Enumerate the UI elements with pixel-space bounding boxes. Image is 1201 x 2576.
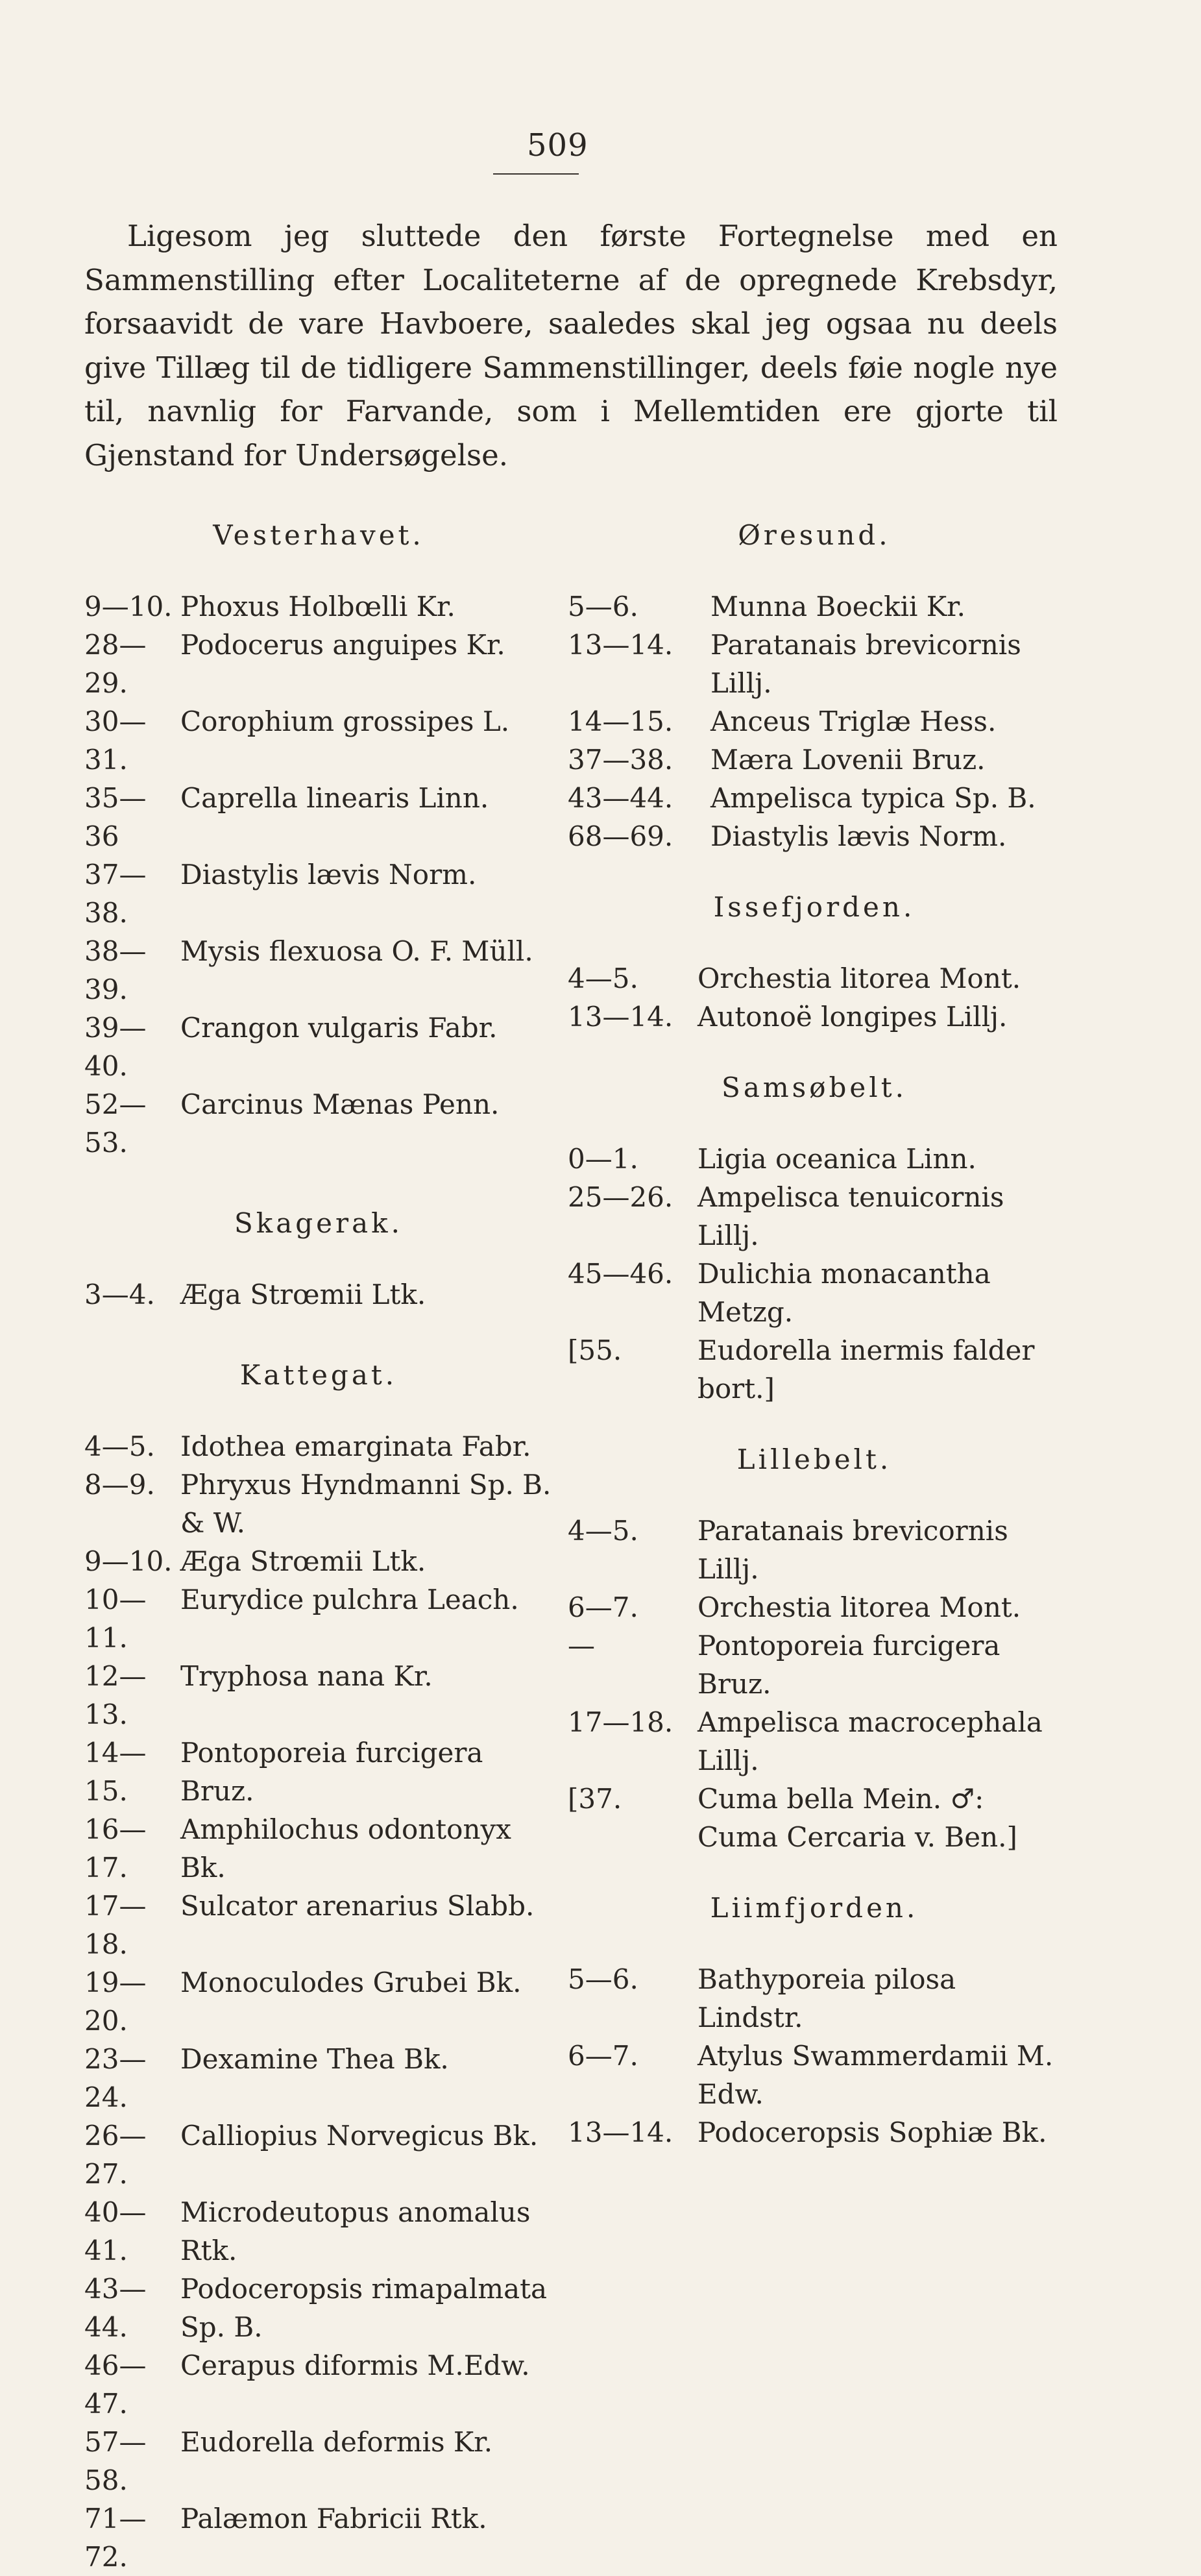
section-liimfjorden	[568, 1885, 1061, 2152]
list-item	[84, 626, 553, 702]
page-number-rule	[493, 173, 579, 175]
species-name: Cerapus diformis M.Edw.	[180, 2349, 530, 2381]
list-item	[84, 2193, 553, 2270]
list-item	[568, 702, 1061, 741]
list-item	[84, 1734, 553, 1810]
list-item	[568, 779, 1061, 817]
species-name: Ampelisca tenuicornis Lillj.	[698, 1181, 1004, 1251]
list-item	[84, 1085, 553, 1162]
list-item	[568, 1178, 1061, 1255]
species-name: Palæmon Fabricii Rtk.	[180, 2503, 487, 2534]
list-item	[568, 998, 1061, 1036]
depth-range: 19—20.	[84, 1967, 147, 2037]
section-heading: Øresund.	[738, 519, 891, 551]
depth-range: 40—41.	[84, 2196, 147, 2266]
section-heading: Skagerak.	[234, 1207, 403, 1239]
species-name: Paratanais brevicornis Lillj.	[710, 629, 1021, 699]
list-item	[84, 2346, 553, 2423]
list-item	[568, 959, 1061, 998]
list-item	[568, 587, 1061, 626]
species-name: Ampelisca macrocephala Lillj.	[698, 1706, 1043, 1776]
section-heading: Vesterhavet.	[213, 519, 424, 551]
species-name: Orchestia litorea Mont.	[698, 963, 1021, 994]
list-item	[84, 1887, 553, 1963]
list-item	[84, 2040, 553, 2116]
species-name: Monoculodes Grubei Bk.	[180, 1967, 522, 1998]
depth-range: 13—14.	[568, 2116, 673, 2148]
list-item	[84, 2423, 553, 2499]
depth-range: [55.	[568, 1334, 622, 1366]
section-vesterhavet	[84, 513, 553, 1162]
depth-range: 57—58.	[84, 2426, 147, 2496]
list-item	[84, 1542, 553, 1580]
list-item	[568, 817, 1061, 855]
depth-range: 14—15.	[568, 705, 673, 737]
list-item	[568, 1331, 1061, 1408]
list-item	[84, 1580, 553, 1657]
list-item	[84, 855, 553, 932]
section-heading: Samsøbelt.	[722, 1072, 907, 1103]
depth-range: 13—14.	[568, 629, 673, 661]
depth-range: 37—38.	[568, 744, 673, 776]
depth-range: 38—39.	[84, 935, 147, 1005]
section-heading: Kattegat.	[239, 1359, 398, 1391]
depth-range: 28—29.	[84, 629, 147, 699]
species-name: Eudorella deformis Kr.	[180, 2426, 493, 2458]
species-name: Cuma bella Mein. ♂: Cuma Cercaria v. Ben.]	[698, 1783, 1017, 1853]
depth-range: 30—31.	[84, 705, 147, 776]
depth-range: 14—15.	[84, 1737, 147, 1807]
depth-range: 43—44.	[84, 2273, 147, 2343]
section-samsobelt	[568, 1065, 1061, 1408]
depth-range: 52—53.	[84, 1088, 147, 1159]
list-item	[84, 2116, 553, 2193]
species-name: Paratanais brevicornis Lillj.	[698, 1515, 1008, 1585]
section-heading: Liimfjorden.	[710, 1892, 919, 1924]
species-name: Orchestia litorea Mont.	[698, 1591, 1021, 1623]
list-item	[84, 1009, 553, 1085]
depth-range: 8—9.	[84, 1469, 155, 1501]
species-name: Ampelisca typica Sp. B.	[710, 782, 1036, 814]
list-item	[568, 1960, 1061, 2037]
section-heading: Lillebelt.	[736, 1443, 892, 1475]
species-name: Eudorella inermis falder bort.]	[698, 1334, 1035, 1405]
depth-range: 37—38.	[84, 859, 147, 929]
species-name: Pontoporeia furcigera Bruz.	[698, 1630, 1001, 1700]
list-item	[568, 1780, 1061, 1856]
species-name: Podoceropsis Sophiæ Bk.	[698, 2116, 1047, 2148]
species-name: Tryphosa nana Kr.	[180, 1660, 433, 1692]
depth-range: 10—11.	[84, 1584, 147, 1654]
depth-range: [37.	[568, 1783, 622, 1815]
list-item	[568, 626, 1061, 702]
list-item	[84, 1275, 553, 1314]
list-item	[568, 1588, 1061, 1626]
depth-range: 25—26.	[568, 1181, 673, 1213]
list-item	[568, 741, 1061, 779]
list-item	[84, 932, 553, 1009]
list-item	[568, 1255, 1061, 1331]
list-item	[568, 1703, 1061, 1780]
depth-range: 45—46.	[568, 1258, 673, 1290]
species-name: Mysis flexuosa O. F. Müll.	[180, 935, 533, 967]
depth-range: 16—17.	[84, 1813, 147, 1883]
section-issefjorden	[568, 885, 1061, 1036]
species-name: Æga Strœmii Ltk.	[180, 1545, 426, 1577]
depth-range: 71—72.	[84, 2503, 147, 2573]
section-skagerak	[84, 1201, 553, 1314]
depth-range: 12—13.	[84, 1660, 147, 1730]
list-item	[84, 702, 553, 779]
depth-range: 5—6.	[568, 1963, 638, 1995]
species-name: Sulcator arenarius Slabb.	[180, 1890, 535, 1922]
species-name: Phoxus Holbœlli Kr.	[180, 591, 455, 622]
list-item	[84, 1466, 553, 1542]
section-oresund	[568, 513, 1061, 855]
species-name: Podoceropsis rimapalmata Sp. B.	[180, 2273, 548, 2343]
section-lillebelt	[568, 1437, 1061, 1856]
depth-range: 46—47.	[84, 2349, 147, 2420]
species-name: Munna Boeckii Kr.	[710, 591, 965, 622]
page-number: 509	[527, 127, 588, 164]
species-name: Bathyporeia pilosa Lindstr.	[698, 1963, 956, 2033]
list-item	[568, 2113, 1061, 2152]
section-kattegat	[84, 1353, 553, 2576]
depth-range: 9—10.	[84, 591, 173, 622]
depth-range: 17—18.	[84, 1890, 147, 1960]
species-name: Idothea emarginata Fabr.	[180, 1430, 531, 1462]
list-item	[84, 1810, 553, 1887]
depth-range: 5—6.	[568, 591, 638, 622]
species-name: Pontoporeia furcigera Bruz.	[180, 1737, 483, 1807]
depth-range: 43—44.	[568, 782, 673, 814]
species-name: Mæra Lovenii Bruz.	[710, 744, 986, 776]
list-item	[568, 2037, 1061, 2113]
intro-paragraph	[84, 214, 1058, 477]
species-name: Phryxus Hyndmanni Sp. B. & W.	[180, 1469, 552, 1539]
depth-range: 23—24.	[84, 2043, 147, 2113]
species-name: Atylus Swammerdamii M. Edw.	[698, 2040, 1054, 2110]
depth-range: 3—4.	[84, 1279, 155, 1310]
intro-text: Ligesom jeg sluttede den første Fortegnelse med en Sammenstilling efter Localiteterne af de opregnede Krebsdyr, forsaavidt de vare Havboere, saaledes skal jeg ogsaa nu deels give Tillæg til de tidligere Sammenstillinger, deels føie nogle nye til, navnlig for Farvande, som i Mellemtiden ere gjorte til Gjenstand for Undersøgelse.	[84, 219, 1058, 472]
species-name: Anceus Triglæ Hess.	[710, 705, 997, 737]
depth-range: 4—5.	[84, 1430, 155, 1462]
list-item	[568, 1626, 1061, 1703]
species-name: Carcinus Mænas Penn.	[180, 1088, 500, 1120]
species-name: Calliopius Norvegicus Bk.	[180, 2120, 539, 2152]
list-item	[84, 1963, 553, 2040]
species-name: Diastylis lævis Norm.	[710, 820, 1007, 852]
depth-range: 9—10.	[84, 1545, 173, 1577]
depth-range: 6—7.	[568, 2040, 638, 2072]
list-item	[84, 2499, 553, 2576]
depth-range: 4—5.	[568, 1515, 638, 1547]
depth-range: —	[568, 1630, 595, 1662]
species-name: Caprella linearis Linn.	[180, 782, 489, 814]
species-name: Æga Strœmii Ltk.	[180, 1279, 426, 1310]
list-item	[84, 1657, 553, 1734]
list-item	[568, 1512, 1061, 1588]
species-name: Autonoë longipes Lillj.	[698, 1001, 1008, 1033]
list-item	[84, 587, 553, 626]
species-name: Podocerus anguipes Kr.	[180, 629, 505, 661]
depth-range: 4—5.	[568, 963, 638, 994]
species-name: Dulichia monacantha Metzg.	[698, 1258, 991, 1328]
list-item	[568, 1140, 1061, 1178]
list-item	[84, 1427, 553, 1466]
depth-range: 26—27.	[84, 2120, 147, 2190]
left-column	[84, 513, 553, 2576]
depth-range: 17—18.	[568, 1706, 673, 1738]
species-name: Microdeutopus anomalus Rtk.	[180, 2196, 531, 2266]
depth-range: 68—69.	[568, 820, 673, 852]
depth-range: 39—40.	[84, 1012, 147, 1082]
list-item	[84, 2270, 553, 2346]
depth-range: 6—7.	[568, 1591, 638, 1623]
species-name: Ligia oceanica Linn.	[698, 1143, 977, 1175]
species-name: Eurydice pulchra Leach.	[180, 1584, 519, 1615]
species-name: Diastylis lævis Norm.	[180, 859, 477, 890]
species-name: Amphilochus odontonyx Bk.	[180, 1813, 511, 1883]
right-column	[568, 513, 1061, 2152]
species-name: Crangon vulgaris Fabr.	[180, 1012, 498, 1044]
species-name: Dexamine Thea Bk.	[180, 2043, 449, 2075]
depth-range: 13—14.	[568, 1001, 673, 1033]
list-item	[84, 779, 553, 855]
section-heading: Issefjorden.	[713, 891, 916, 923]
depth-range: 35—36	[84, 782, 147, 852]
depth-range: 0—1.	[568, 1143, 638, 1175]
species-name: Corophium grossipes L.	[180, 705, 510, 737]
